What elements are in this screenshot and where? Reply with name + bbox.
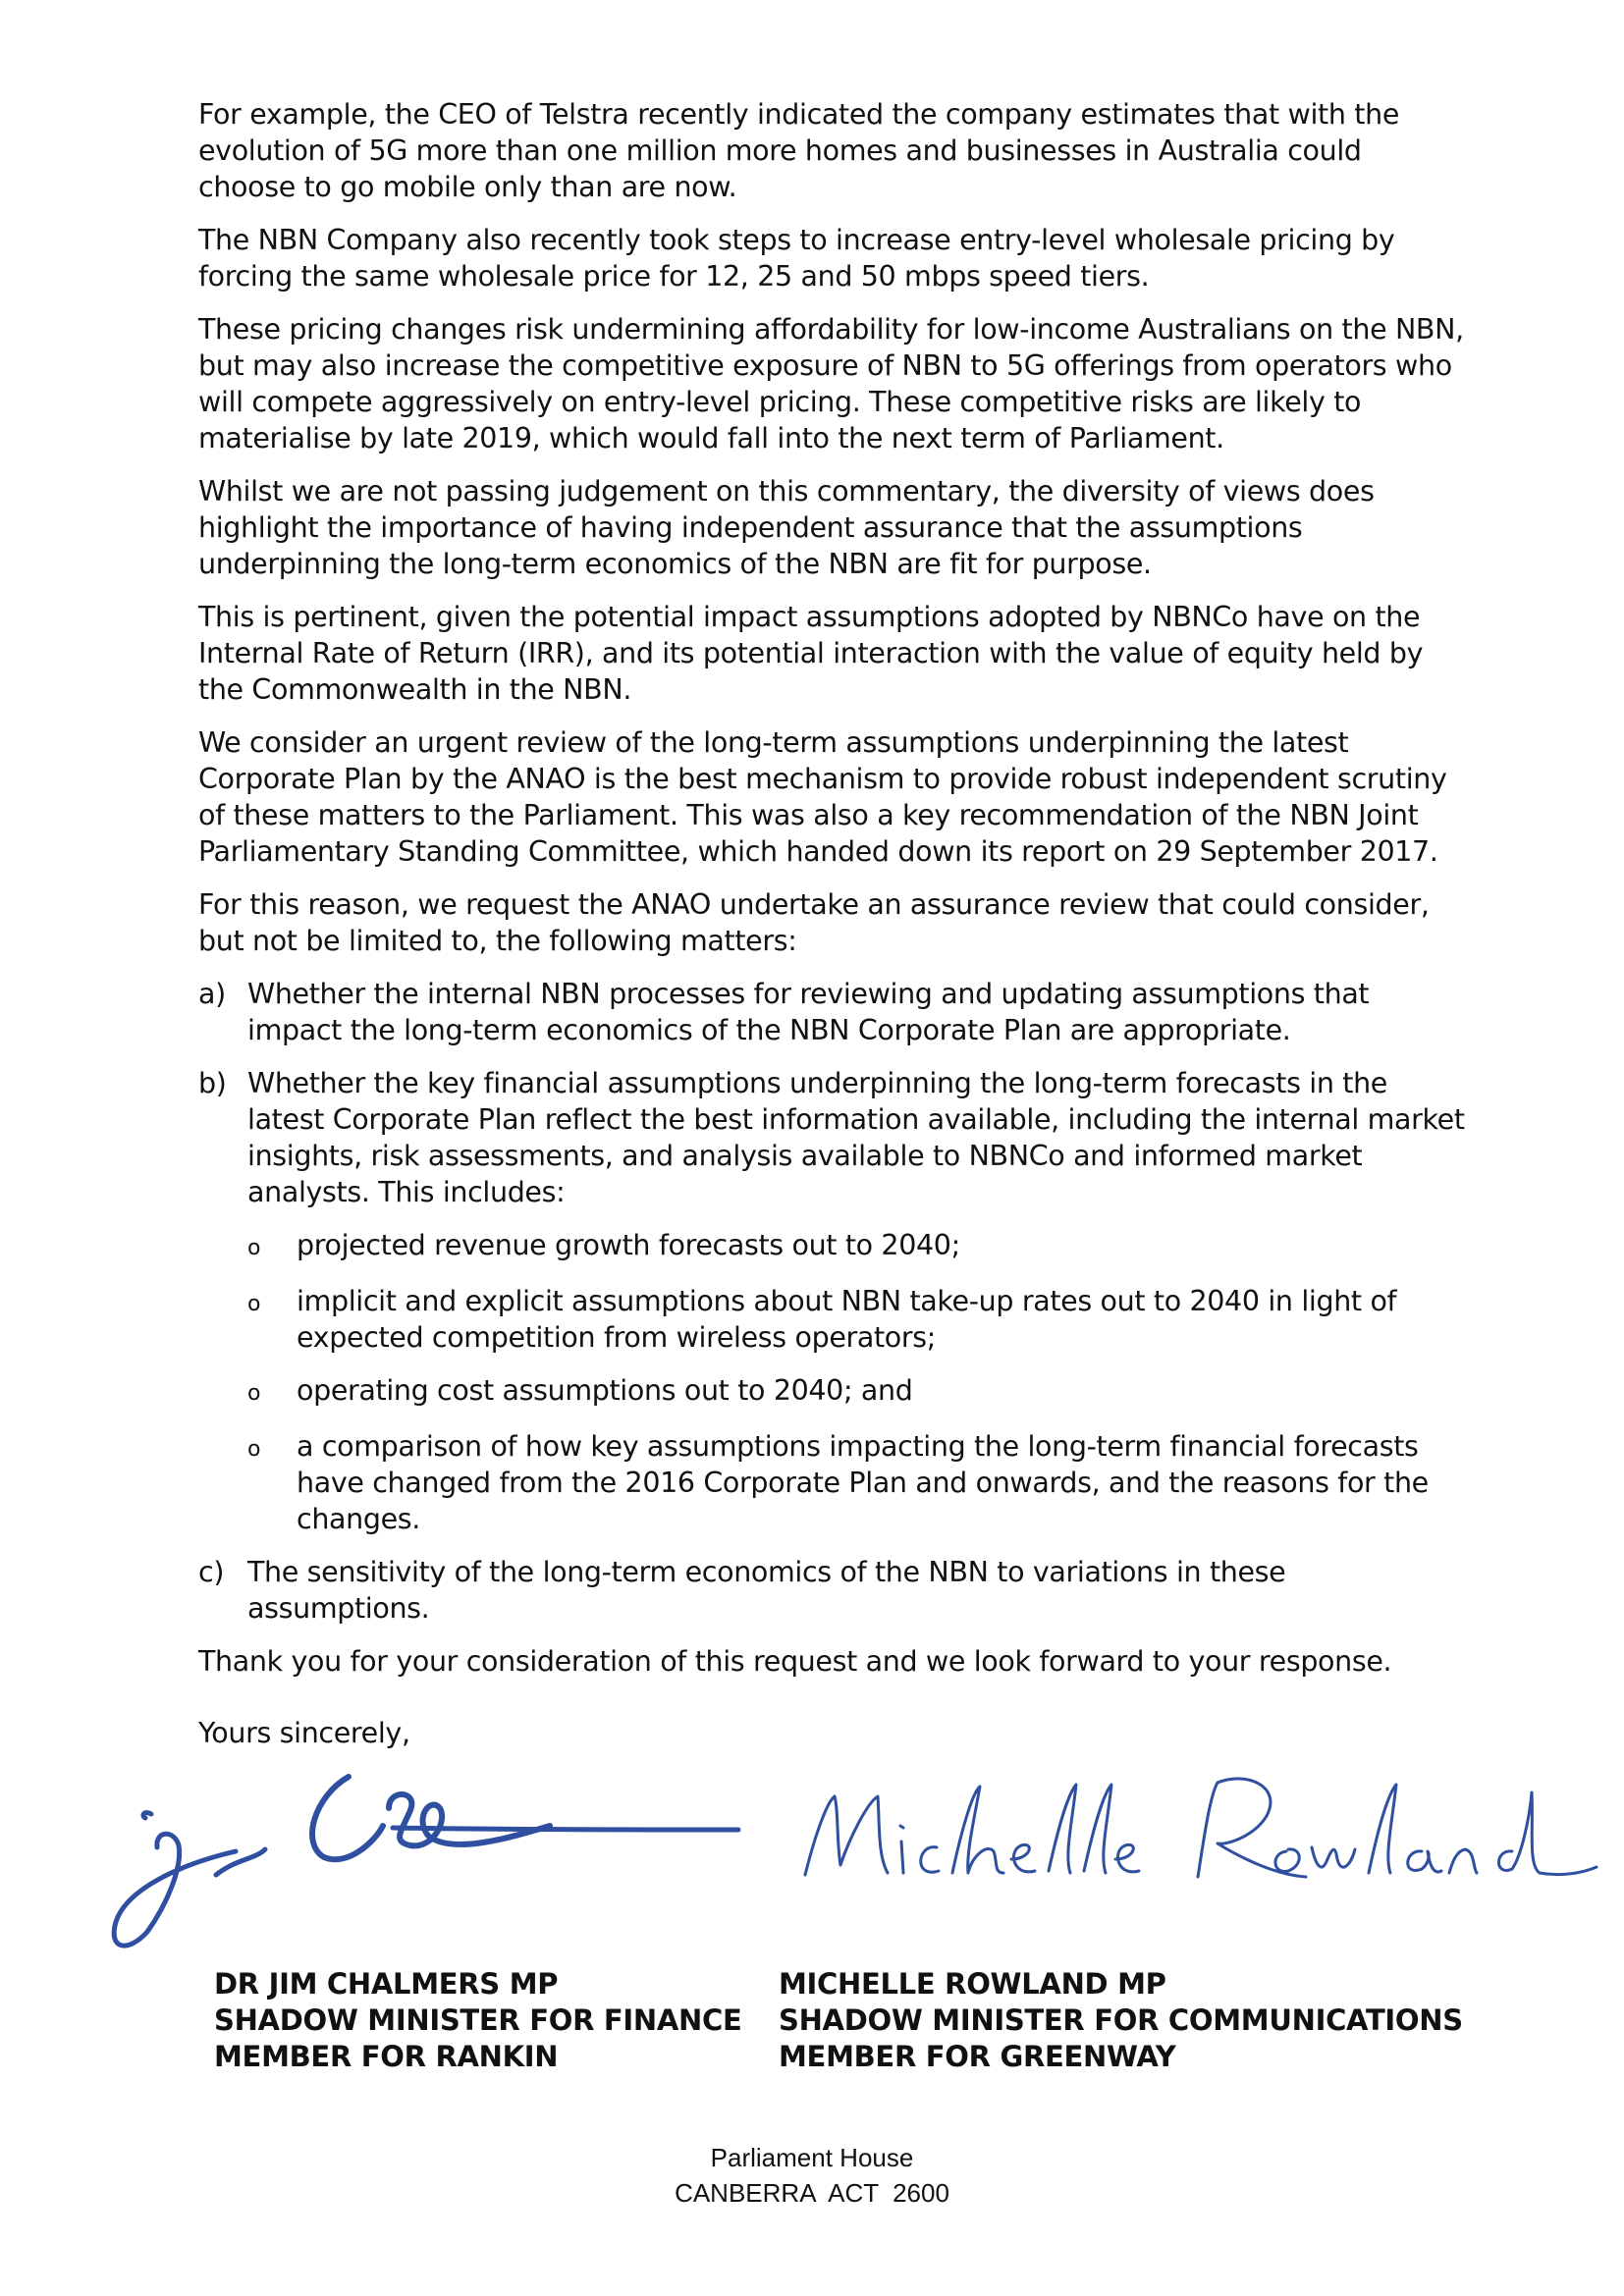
list-marker: c) (198, 1556, 225, 1588)
sub-list-item-text: implicit and explicit assumptions about NBN take-up rates out to 2040 in light of expected competition from wireless operators; (297, 1285, 1397, 1354)
bullet-icon: o (247, 1437, 261, 1462)
letter-body (198, 96, 1465, 1768)
sub-list-item-text: operating cost assumptions out to 2040; and (297, 1374, 913, 1407)
sub-list-item (247, 1372, 1465, 1412)
paragraph-pricing-risk: These pricing changes risk undermining affordability for low-income Australians on the NBN, but may also increase the competitive exposure of NBN to 5G offerings from operators who will compete aggressively on entry-level pricing. These competitive risks are likely to materialise by late 2019, which would fall into the next term of Parliament. (198, 313, 1464, 454)
bullet-icon: o (247, 1292, 261, 1316)
signatory-role: SHADOW MINISTER FOR COMMUNICATIONS (779, 2003, 1463, 2037)
paragraph-request: For this reason, we request the ANAO undertake an assurance review that could consider, but not be limited to, the following matters: (198, 888, 1430, 957)
list-marker: b) (198, 1067, 227, 1099)
list-item-text: The sensitivity of the long-term economics of the NBN to variations in these assumptions. (247, 1556, 1286, 1625)
signatory-michelle-rowland (779, 1966, 1463, 2075)
closing-thanks: Thank you for your consideration of this request and we look forward to your response. (198, 1645, 1392, 1678)
address-line-2: CANBERRA ACT 2600 (675, 2178, 949, 2208)
signature-michelle-rowland (785, 1757, 1600, 1934)
paragraph-diversity-of-views: Whilst we are not passing judgement on this commentary, the diversity of views does highlight the importance of having independent assurance that the assumptions underpinning the long-term economics of the NBN are fit for purpose. (198, 475, 1375, 580)
signatures (0, 1757, 1624, 1953)
bullet-icon: o (247, 1381, 261, 1406)
signature-jim-chalmers (98, 1757, 766, 1953)
sub-list (247, 1227, 1465, 1537)
list-marker: a) (198, 978, 226, 1010)
list-item-b (198, 1065, 1465, 1210)
signatory-name: MICHELLE ROWLAND MP (779, 1967, 1166, 2001)
closing-signoff: Yours sincerely, (198, 1717, 410, 1749)
list-item-text: Whether the internal NBN processes for reviewing and updating assumptions that impact the long-term economics of the NBN Corporate Plan are appropriate. (247, 978, 1370, 1046)
signatory-seat: MEMBER FOR GREENWAY (779, 2040, 1176, 2073)
sub-list-item-text: a comparison of how key assumptions impacting the long-term financial forecasts have changed from the 2016 Corporate Plan and onwards, and the reasons for the changes. (297, 1430, 1429, 1535)
sub-list-item (247, 1227, 1465, 1266)
signatory-jim-chalmers (214, 1966, 742, 2075)
list-item-a (198, 976, 1465, 1048)
address-block (0, 2140, 1624, 2211)
sub-list-item-text: projected revenue growth forecasts out to 2040; (297, 1229, 960, 1261)
signatory-role: SHADOW MINISTER FOR FINANCE (214, 2003, 742, 2037)
signatory-seat: MEMBER FOR RANKIN (214, 2040, 559, 2073)
paragraph-wholesale-pricing: The NBN Company also recently took steps to increase entry-level wholesale pricing by forcing the same wholesale price for 12, 25 and 50 mbps speed tiers. (198, 224, 1395, 293)
paragraph-irr: This is pertinent, given the potential impact assumptions adopted by NBNCo have on the Internal Rate of Return (IRR), and its potential interaction with the value of equity held by the Commonwealth in the NBN. (198, 601, 1424, 706)
sub-list-item (247, 1428, 1465, 1537)
paragraph-urgent-review: We consider an urgent review of the long-term assumptions underpinning the latest Corporate Plan by the ANAO is the best mechanism to provide robust independent scrutiny of these matters to the Parliament. This was also a key recommendation of the NBN Joint Parliamentary Standing Committee, which handed down its report on 29 September 2017. (198, 726, 1447, 868)
signatory-name: DR JIM CHALMERS MP (214, 1967, 559, 2001)
paragraph-telstra: For example, the CEO of Telstra recently indicated the company estimates that with the evolution of 5G more than one million more homes and businesses in Australia could choose to go mobile only than are now. (198, 98, 1400, 203)
address-line-1: Parliament House (710, 2143, 914, 2172)
sub-list-item (247, 1283, 1465, 1356)
list-item-text: Whether the key financial assumptions underpinning the long-term forecasts in the latest Corporate Plan reflect the best information available, including the internal market insights, risk assessments, and analysis available to NBNCo and informed market analysts. This includes: (247, 1067, 1465, 1208)
list-item-c (198, 1554, 1465, 1627)
bullet-icon: o (247, 1236, 261, 1260)
